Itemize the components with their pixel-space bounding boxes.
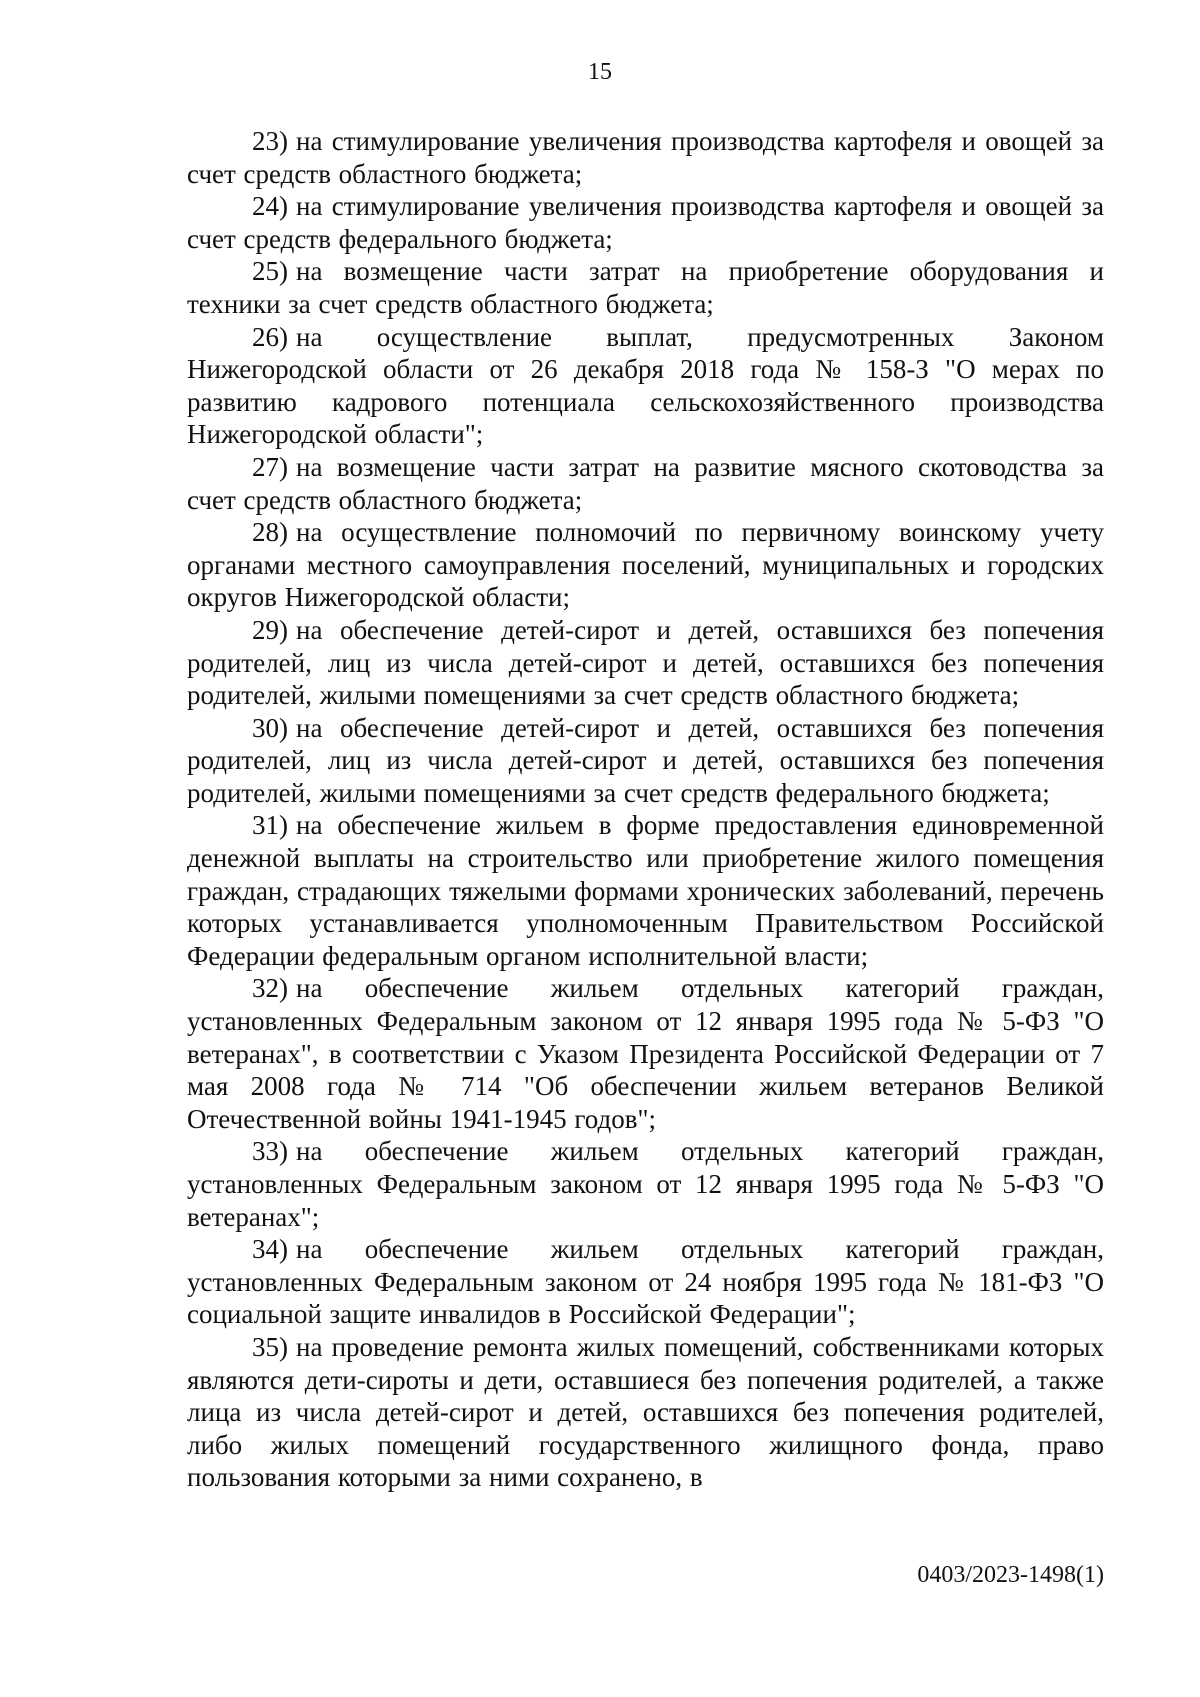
item-text: на обеспечение жильем в форме предоставления единовременной денежной выплаты на строительство или приобретение жилого помещения граждан, страдающих тяжелыми формами хронических заболеваний, перечень которых устанавливается уполномоченным Правительством Российской Федерации федеральным органом исполнительной власти; (187, 810, 1104, 971)
item-number: 28) (252, 517, 288, 548)
page-number: 15 (588, 59, 612, 85)
list-item (187, 321, 1104, 451)
item-number: 26) (252, 321, 288, 352)
item-number: 32) (252, 973, 288, 1004)
list-item (187, 1331, 1104, 1494)
item-text: на проведение ремонта жилых помещений, собственниками которых являются дети-сироты и дети, оставшиеся без попечения родителей, а также лица из числа детей-сирот и детей, оставшихся без попечения родителей, либо жилых помещений государственного жилищного фонда, право пользования которыми за ними сохранено, в (187, 1331, 1104, 1493)
item-number: 30) (252, 712, 288, 743)
item-number: 23) (252, 126, 288, 156)
item-text: на стимулирование увеличения производства картофеля и овощей за счет средств областного бюджета; (187, 126, 1104, 189)
item-text: на обеспечение жильем отдельных категорий граждан, установленных Федеральным законом от 24 ноября 1995 года № 181-ФЗ "О социальной защите инвалидов в Российской Федерации"; (187, 1234, 1104, 1330)
document-body (187, 125, 1104, 1494)
item-number: 34) (252, 1234, 288, 1265)
item-text: на осуществление полномочий по первичному воинскому учету органами местного самоуправления поселений, муниципальных и городских округов Нижегородской области; (187, 517, 1104, 613)
item-text: на обеспечение жильем отдельных категорий граждан, установленных Федеральным законом от 12 января 1995 года № 5-ФЗ "О ветеранах"; (187, 1136, 1104, 1232)
list-item (187, 451, 1104, 516)
list-item (187, 255, 1104, 320)
list-item (187, 190, 1104, 255)
item-text: на стимулирование увеличения производства картофеля и овощей за счет средств федерального бюджета; (187, 191, 1104, 254)
document-code: 0403/2023-1498(1) (917, 1562, 1104, 1588)
list-item (187, 125, 1104, 190)
item-text: на возмещение части затрат на развитие мясного скотоводства за счет средств областного бюджета; (187, 451, 1104, 515)
item-number: 27) (252, 451, 288, 482)
list-item (187, 1135, 1104, 1233)
item-number: 31) (252, 810, 288, 841)
list-item (187, 712, 1104, 810)
list-item (187, 516, 1104, 614)
item-number: 35) (252, 1331, 288, 1362)
item-text: на обеспечение детей-сирот и детей, оставшихся без попечения родителей, лиц из числа детей-сирот и детей, оставшихся без попечения родителей, жилыми помещениями за счет средств федерального бюджета; (187, 712, 1104, 808)
item-number: 24) (252, 191, 288, 222)
list-item (187, 809, 1104, 972)
list-item (187, 614, 1104, 712)
item-text: на осуществление выплат, предусмотренных Законом Нижегородской области от 26 декабря 2018 года № 158-З "О мерах по развитию кадрового потенциала сельскохозяйственного производства Нижегородской области"; (187, 321, 1104, 450)
list-item (187, 1233, 1104, 1331)
item-text: на обеспечение детей-сирот и детей, оставшихся без попечения родителей, лиц из числа детей-сирот и детей, оставшихся без попечения родителей, жилыми помещениями за счет средств областного бюджета; (187, 614, 1104, 711)
item-number: 33) (252, 1136, 288, 1167)
item-text: на возмещение части затрат на приобретение оборудования и техники за счет средств областного бюджета; (187, 256, 1104, 319)
item-text: на обеспечение жильем отдельных категорий граждан, установленных Федеральным законом от 12 января 1995 года № 5-ФЗ "О ветеранах", в соответствии с Указом Президента Российской Федерации от 7 мая 2008 года № 714 "Об обеспечении жильем ветеранов Великой Отечественной войны 1941-1945 годов"; (187, 973, 1104, 1134)
item-number: 25) (252, 256, 288, 287)
list-item (187, 972, 1104, 1135)
item-number: 29) (252, 614, 288, 645)
